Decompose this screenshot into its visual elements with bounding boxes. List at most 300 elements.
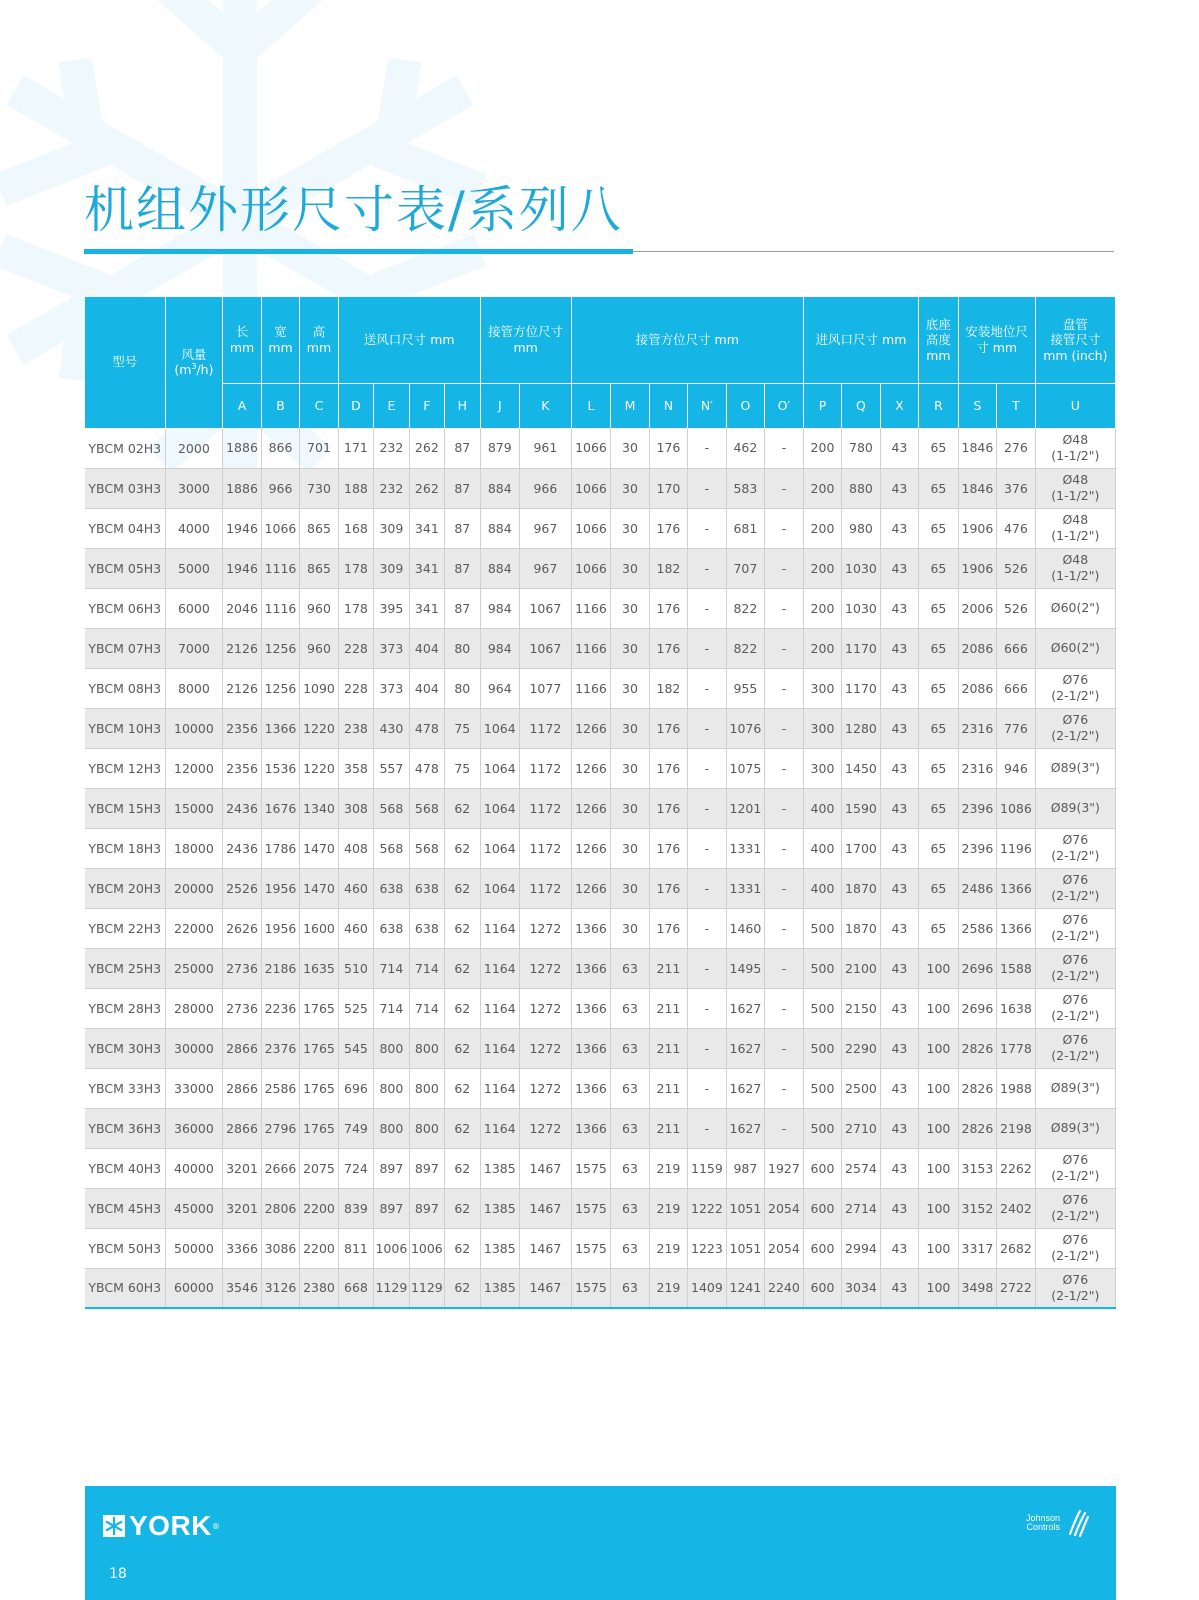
table-cell: 897 — [409, 1148, 444, 1188]
table-cell: 3000 — [165, 468, 223, 508]
table-cell: 100 — [919, 988, 959, 1028]
table-cell: 65 — [919, 588, 959, 628]
table-cell: 1946 — [223, 548, 261, 588]
table-row — [85, 628, 1116, 668]
table-cell: 219 — [649, 1188, 687, 1228]
table-cell: 1280 — [842, 708, 880, 748]
table-body — [85, 428, 1116, 1308]
table-cell: 2006 — [958, 588, 996, 628]
table-cell: 2666 — [261, 1148, 299, 1188]
table-cell: 2486 — [958, 868, 996, 908]
header-length: 长 mm — [223, 297, 261, 384]
table-cell: - — [688, 708, 726, 748]
table-cell: 1222 — [688, 1188, 726, 1228]
table-cell: 1600 — [300, 908, 338, 948]
table-cell: 500 — [803, 1108, 841, 1148]
table-cell: 30 — [611, 428, 649, 468]
table-cell: 460 — [338, 868, 373, 908]
cell-coil-size: Ø89(3") — [1035, 1068, 1115, 1108]
table-cell: - — [765, 868, 804, 908]
table-cell: - — [765, 988, 804, 1028]
table-cell: 63 — [611, 948, 649, 988]
table-cell: - — [765, 948, 804, 988]
table-cell: 300 — [803, 668, 841, 708]
table-cell: 62 — [445, 1188, 480, 1228]
table-cell: 5000 — [165, 548, 223, 588]
table-row — [85, 828, 1116, 868]
table-row — [85, 668, 1116, 708]
table-cell: 65 — [919, 428, 959, 468]
table-cell: 40000 — [165, 1148, 223, 1188]
table-cell: 984 — [480, 588, 520, 628]
table-cell: 262 — [409, 428, 444, 468]
table-cell: 583 — [726, 468, 764, 508]
table-cell: 176 — [649, 868, 687, 908]
table-cell: 22000 — [165, 908, 223, 948]
header-pipe-position-1: 接管方位尺寸 mm — [480, 297, 571, 384]
table-cell: 100 — [919, 1108, 959, 1148]
table-cell: 408 — [338, 828, 373, 868]
table-cell: 1266 — [571, 708, 611, 748]
table-cell: 178 — [338, 588, 373, 628]
table-cell: 1030 — [842, 588, 880, 628]
table-cell: - — [688, 508, 726, 548]
table-cell: 1266 — [571, 788, 611, 828]
table-cell: 10000 — [165, 708, 223, 748]
table-cell: 211 — [649, 948, 687, 988]
table-cell: - — [765, 588, 804, 628]
table-cell: 2100 — [842, 948, 880, 988]
table-cell: 373 — [374, 668, 409, 708]
table-cell: 28000 — [165, 988, 223, 1028]
table-cell: 1272 — [520, 948, 572, 988]
table-cell: 176 — [649, 628, 687, 668]
table-cell: 568 — [374, 828, 409, 868]
table-cell: 1086 — [997, 788, 1036, 828]
table-cell: 822 — [726, 588, 764, 628]
table-cell: 800 — [374, 1068, 409, 1108]
table-cell: 638 — [409, 908, 444, 948]
table-cell: 1066 — [571, 428, 611, 468]
table-cell: - — [688, 868, 726, 908]
table-cell: - — [765, 628, 804, 668]
table-cell: 525 — [338, 988, 373, 1028]
table-cell: 1201 — [726, 788, 764, 828]
table-row — [85, 548, 1116, 588]
table-cell: 1590 — [842, 788, 880, 828]
cell-model: YBCM 02H3 — [85, 428, 165, 468]
header-airflow: 风量 $(m^3/h)$ — [165, 297, 223, 428]
table-row — [85, 1108, 1116, 1148]
table-cell: - — [765, 788, 804, 828]
table-cell: 897 — [374, 1148, 409, 1188]
table-cell: 12000 — [165, 748, 223, 788]
table-row — [85, 1028, 1116, 1068]
table-cell: 2722 — [997, 1268, 1036, 1308]
table-cell: 43 — [880, 468, 918, 508]
table-cell: 87 — [445, 428, 480, 468]
cell-model: YBCM 50H3 — [85, 1228, 165, 1268]
table-cell: 1467 — [520, 1148, 572, 1188]
table-cell: 568 — [409, 828, 444, 868]
table-cell: - — [688, 628, 726, 668]
header-letter-10: M — [611, 384, 649, 429]
table-cell: - — [688, 548, 726, 588]
table-cell: 1906 — [958, 508, 996, 548]
table-cell: 545 — [338, 1028, 373, 1068]
table-cell: 200 — [803, 508, 841, 548]
table-cell: 2526 — [223, 868, 261, 908]
table-cell: 400 — [803, 788, 841, 828]
table-cell: 1331 — [726, 828, 764, 868]
table-cell: 219 — [649, 1268, 687, 1308]
table-cell: 63 — [611, 1188, 649, 1228]
table-cell: 43 — [880, 708, 918, 748]
table-cell: 400 — [803, 868, 841, 908]
table-cell: 724 — [338, 1148, 373, 1188]
table-cell: 1064 — [480, 708, 520, 748]
table-cell: 1166 — [571, 588, 611, 628]
table-cell: 780 — [842, 428, 880, 468]
table-cell: - — [688, 1068, 726, 1108]
table-cell: 75 — [445, 708, 480, 748]
table-cell: 43 — [880, 788, 918, 828]
york-snowflake-icon — [103, 1515, 125, 1537]
table-cell: - — [765, 508, 804, 548]
table-cell: 526 — [997, 588, 1036, 628]
table-cell: 3152 — [958, 1188, 996, 1228]
table-cell: 300 — [803, 708, 841, 748]
table-cell: 30 — [611, 908, 649, 948]
table-cell: - — [688, 588, 726, 628]
table-cell: 500 — [803, 948, 841, 988]
table-cell: 1164 — [480, 1108, 520, 1148]
table-cell: 176 — [649, 748, 687, 788]
cell-coil-size: Ø48 (1-1/2") — [1035, 508, 1115, 548]
table-header — [85, 297, 1116, 428]
header-letter-15: P — [803, 384, 841, 429]
table-cell: 63 — [611, 1148, 649, 1188]
table-cell: 43 — [880, 1028, 918, 1068]
table-cell: 1870 — [842, 868, 880, 908]
table-cell: - — [688, 748, 726, 788]
table-cell: 2200 — [300, 1188, 338, 1228]
table-cell: 43 — [880, 868, 918, 908]
table-cell: 526 — [997, 548, 1036, 588]
table-row — [85, 428, 1116, 468]
table-cell: - — [688, 948, 726, 988]
table-cell: 1460 — [726, 908, 764, 948]
header-coil-pipe: 盘管 接管尺寸 mm (inch) — [1035, 297, 1115, 384]
table-cell: 2198 — [997, 1108, 1036, 1148]
table-cell: 2436 — [223, 788, 261, 828]
table-cell: 1064 — [480, 868, 520, 908]
table-cell: 176 — [649, 588, 687, 628]
cell-coil-size: Ø76 (2-1/2") — [1035, 668, 1115, 708]
table-cell: 961 — [520, 428, 572, 468]
johnson-controls-icon — [1064, 1508, 1090, 1538]
table-cell: 822 — [726, 628, 764, 668]
footer-bar — [85, 1486, 1116, 1600]
table-cell: 600 — [803, 1228, 841, 1268]
table-cell: 1366 — [997, 908, 1036, 948]
header-letter-1: B — [261, 384, 299, 429]
table-cell: 1170 — [842, 668, 880, 708]
header-height: 高 mm — [300, 297, 338, 384]
table-cell: 2380 — [300, 1268, 338, 1308]
table-cell: 30 — [611, 628, 649, 668]
header-letter-2: C — [300, 384, 338, 429]
table-cell: 3034 — [842, 1268, 880, 1308]
table-cell: 200 — [803, 548, 841, 588]
table-cell: 476 — [997, 508, 1036, 548]
table-cell: 1366 — [571, 908, 611, 948]
cell-model: YBCM 36H3 — [85, 1108, 165, 1148]
table-cell: 2236 — [261, 988, 299, 1028]
table-cell: 2396 — [958, 788, 996, 828]
table-cell: 6000 — [165, 588, 223, 628]
page-title: 机组外形尺寸表/系列八 — [84, 181, 623, 239]
table-cell: 2826 — [958, 1068, 996, 1108]
table-cell: 2126 — [223, 668, 261, 708]
table-cell: 600 — [803, 1268, 841, 1308]
table-cell: 776 — [997, 708, 1036, 748]
table-cell: 3126 — [261, 1268, 299, 1308]
table-cell: 1272 — [520, 1108, 572, 1148]
table-cell: 1051 — [726, 1188, 764, 1228]
table-cell: 200 — [803, 468, 841, 508]
table-cell: 1765 — [300, 1108, 338, 1148]
table-cell: 373 — [374, 628, 409, 668]
table-cell: 500 — [803, 908, 841, 948]
table-cell: 219 — [649, 1148, 687, 1188]
table-row — [85, 508, 1116, 548]
table-cell: 897 — [374, 1188, 409, 1228]
header-letter-7: J — [480, 384, 520, 429]
header-letter-4: E — [374, 384, 409, 429]
table-cell: 50000 — [165, 1228, 223, 1268]
cell-coil-size: Ø76 (2-1/2") — [1035, 1148, 1115, 1188]
table-cell: - — [765, 828, 804, 868]
table-cell: 884 — [480, 468, 520, 508]
table-cell: 2696 — [958, 948, 996, 988]
table-cell: 879 — [480, 428, 520, 468]
table-cell: 1385 — [480, 1188, 520, 1228]
table-cell: 7000 — [165, 628, 223, 668]
table-cell: 980 — [842, 508, 880, 548]
header-letter-19: S — [958, 384, 996, 429]
table-cell: 714 — [374, 948, 409, 988]
table-cell: 43 — [880, 748, 918, 788]
table-cell: 2500 — [842, 1068, 880, 1108]
table-cell: 65 — [919, 868, 959, 908]
table-cell: 232 — [374, 468, 409, 508]
table-cell: 211 — [649, 1108, 687, 1148]
header-letter-5: F — [409, 384, 444, 429]
header-model: 型号 — [85, 297, 165, 428]
table-cell: 2714 — [842, 1188, 880, 1228]
table-row — [85, 1148, 1116, 1188]
header-pipe-position-2: 接管方位尺寸 mm — [571, 297, 803, 384]
table-cell: 1172 — [520, 708, 572, 748]
table-cell: 176 — [649, 508, 687, 548]
cell-coil-size: Ø76 (2-1/2") — [1035, 1028, 1115, 1068]
table-cell: 65 — [919, 668, 959, 708]
table-cell: 964 — [480, 668, 520, 708]
cell-coil-size: Ø89(3") — [1035, 788, 1115, 828]
table-cell: 30 — [611, 508, 649, 548]
table-cell: 188 — [338, 468, 373, 508]
table-cell: - — [765, 1068, 804, 1108]
table-cell: 701 — [300, 428, 338, 468]
header-letter-0: A — [223, 384, 261, 429]
table-cell: 1340 — [300, 788, 338, 828]
table-cell: 309 — [374, 548, 409, 588]
table-cell: 638 — [374, 868, 409, 908]
table-cell: 8000 — [165, 668, 223, 708]
table-cell: 62 — [445, 1268, 480, 1308]
table-cell: 2356 — [223, 748, 261, 788]
header-letter-21: U — [1035, 384, 1115, 429]
table-cell: 65 — [919, 468, 959, 508]
table-cell: 404 — [409, 668, 444, 708]
table-cell: 43 — [880, 1148, 918, 1188]
table-cell: 557 — [374, 748, 409, 788]
table-cell: 800 — [374, 1028, 409, 1068]
header-letter-row — [85, 384, 1116, 429]
table-cell: 65 — [919, 748, 959, 788]
table-cell: 219 — [649, 1228, 687, 1268]
table-cell: 87 — [445, 588, 480, 628]
table-cell: 3086 — [261, 1228, 299, 1268]
table-cell: 811 — [338, 1228, 373, 1268]
table-cell: 100 — [919, 1228, 959, 1268]
table-row — [85, 788, 1116, 828]
table-cell: 43 — [880, 1228, 918, 1268]
cell-coil-size: Ø76 (2-1/2") — [1035, 908, 1115, 948]
table-cell: 2075 — [300, 1148, 338, 1188]
cell-coil-size: Ø60(2") — [1035, 628, 1115, 668]
table-cell: 946 — [997, 748, 1036, 788]
cell-model: YBCM 60H3 — [85, 1268, 165, 1308]
table-cell: 707 — [726, 548, 764, 588]
table-cell: 1778 — [997, 1028, 1036, 1068]
table-cell: 87 — [445, 468, 480, 508]
table-cell: - — [688, 428, 726, 468]
table-cell: 1467 — [520, 1268, 572, 1308]
table-cell: 1075 — [726, 748, 764, 788]
table-cell: 1366 — [571, 1068, 611, 1108]
header-letter-16: Q — [842, 384, 880, 429]
header-letter-14: O′ — [765, 384, 804, 429]
table-cell: 1765 — [300, 1068, 338, 1108]
table-cell: 1956 — [261, 908, 299, 948]
table-cell: 884 — [480, 548, 520, 588]
table-cell: 1575 — [571, 1228, 611, 1268]
table-cell: 865 — [300, 508, 338, 548]
cell-coil-size: Ø76 (2-1/2") — [1035, 868, 1115, 908]
cell-model: YBCM 28H3 — [85, 988, 165, 1028]
table-row — [85, 948, 1116, 988]
table-cell: 100 — [919, 1068, 959, 1108]
table-cell: - — [765, 908, 804, 948]
table-cell: 2586 — [261, 1068, 299, 1108]
table-cell: 2290 — [842, 1028, 880, 1068]
table-cell: 1164 — [480, 1028, 520, 1068]
johnson-controls-logo — [1026, 1508, 1090, 1538]
table-cell: 1927 — [765, 1148, 804, 1188]
table-cell: 30 — [611, 788, 649, 828]
table-cell: 62 — [445, 788, 480, 828]
cell-model: YBCM 33H3 — [85, 1068, 165, 1108]
table-cell: - — [688, 468, 726, 508]
table-cell: 100 — [919, 1188, 959, 1228]
table-cell: 1006 — [374, 1228, 409, 1268]
table-cell: 43 — [880, 668, 918, 708]
table-cell: 100 — [919, 1148, 959, 1188]
cell-model: YBCM 20H3 — [85, 868, 165, 908]
table-cell: 65 — [919, 508, 959, 548]
table-cell: 43 — [880, 988, 918, 1028]
table-cell: 1166 — [571, 668, 611, 708]
table-cell: 62 — [445, 988, 480, 1028]
table-row — [85, 468, 1116, 508]
table-cell: 62 — [445, 1068, 480, 1108]
table-cell: 33000 — [165, 1068, 223, 1108]
table-cell: 182 — [649, 668, 687, 708]
table-cell: 865 — [300, 548, 338, 588]
table-cell: 1627 — [726, 1028, 764, 1068]
table-cell: 1495 — [726, 948, 764, 988]
table-cell: 62 — [445, 868, 480, 908]
table-cell: 1470 — [300, 828, 338, 868]
table-cell: 1172 — [520, 748, 572, 788]
table-cell: 2356 — [223, 708, 261, 748]
table-cell: 182 — [649, 548, 687, 588]
york-logo — [103, 1510, 220, 1542]
table-cell: 25000 — [165, 948, 223, 988]
table-cell: 1450 — [842, 748, 880, 788]
cell-model: YBCM 18H3 — [85, 828, 165, 868]
table-cell: 43 — [880, 508, 918, 548]
table-cell: 600 — [803, 1188, 841, 1228]
table-cell: 63 — [611, 1108, 649, 1148]
table-cell: 2396 — [958, 828, 996, 868]
table-cell: 1627 — [726, 988, 764, 1028]
table-cell: 62 — [445, 908, 480, 948]
table-cell: 714 — [409, 948, 444, 988]
table-cell: 1467 — [520, 1188, 572, 1228]
header-mounting: 安装地位尺 寸 mm — [958, 297, 1035, 384]
table-cell: 1886 — [223, 428, 261, 468]
table-cell: 839 — [338, 1188, 373, 1228]
table-cell: 228 — [338, 668, 373, 708]
table-cell: 43 — [880, 548, 918, 588]
table-cell: 3317 — [958, 1228, 996, 1268]
cell-model: YBCM 25H3 — [85, 948, 165, 988]
table-cell: 65 — [919, 628, 959, 668]
header-letter-8: K — [520, 384, 572, 429]
table-cell: 1159 — [688, 1148, 726, 1188]
header-supply-outlet: 送风口尺寸 mm — [338, 297, 480, 384]
table-cell: - — [688, 908, 726, 948]
table-cell: 36000 — [165, 1108, 223, 1148]
table-cell: 800 — [374, 1108, 409, 1148]
table-cell: 176 — [649, 828, 687, 868]
table-cell: 960 — [300, 628, 338, 668]
cell-model: YBCM 06H3 — [85, 588, 165, 628]
table-cell: 568 — [409, 788, 444, 828]
